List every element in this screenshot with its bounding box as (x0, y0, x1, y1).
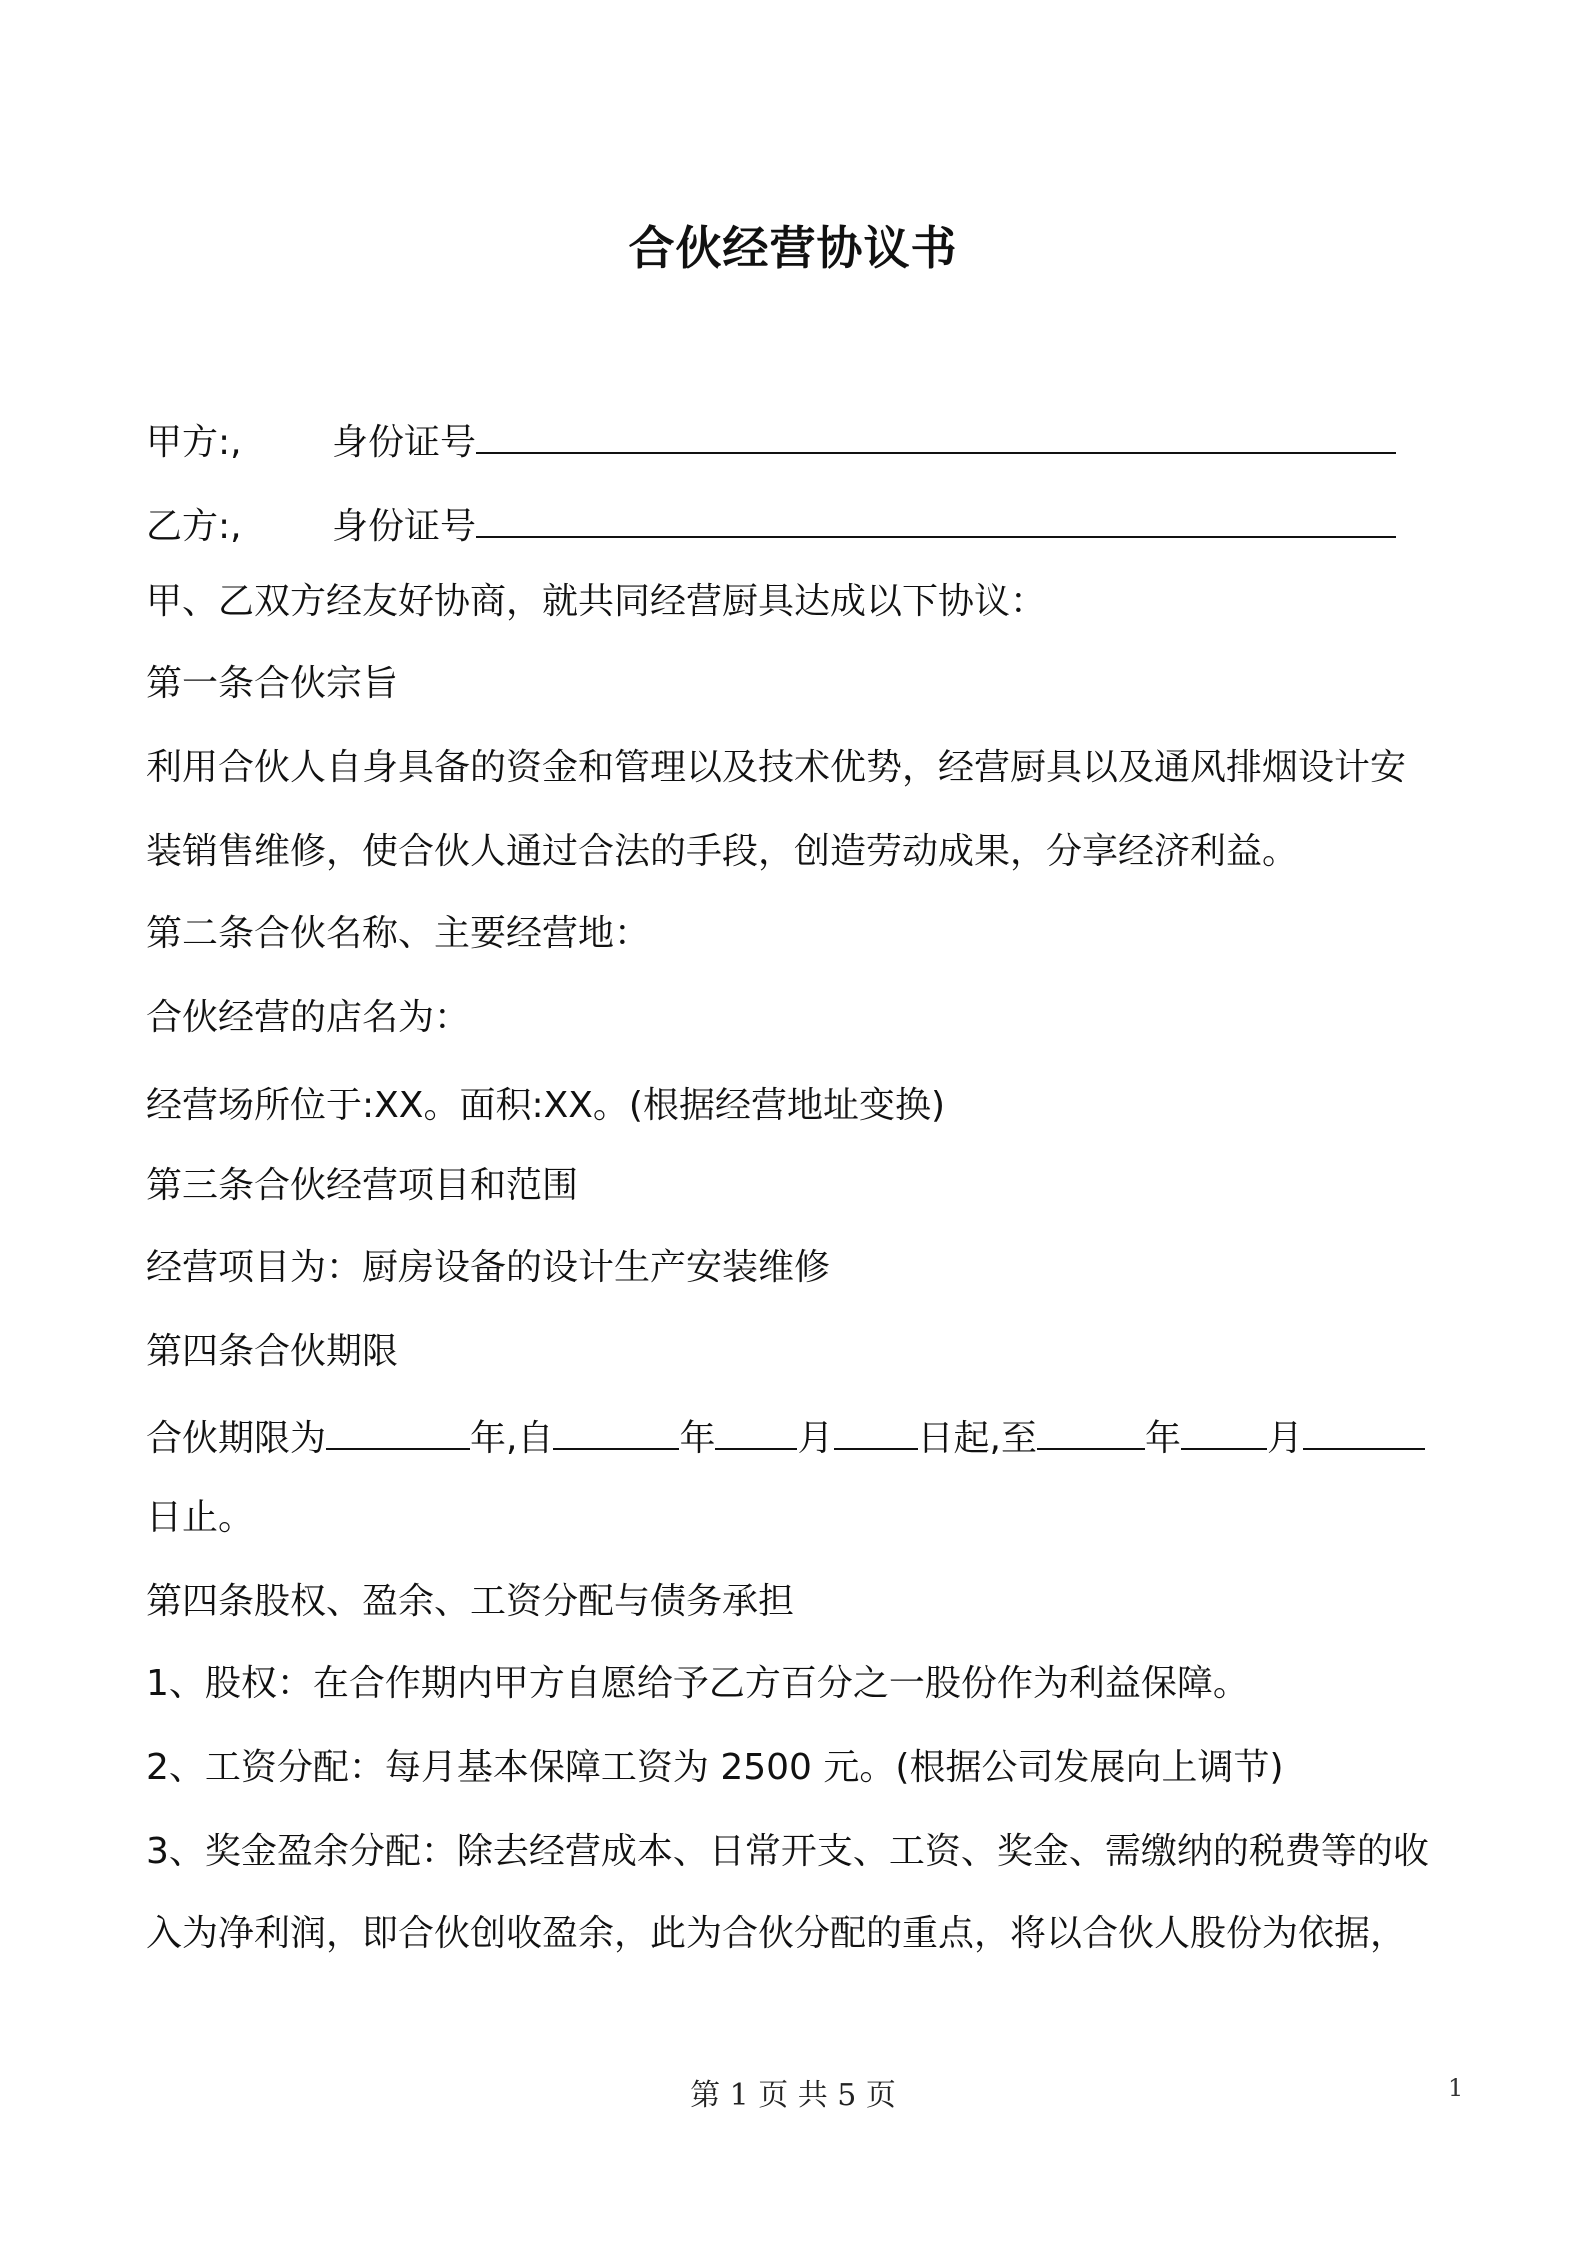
party-b-line (146, 502, 1396, 549)
term-text-2: 年,自 (470, 1418, 554, 1459)
party-b-id-label: 身份证号 (332, 506, 477, 547)
article2-store-name: 合伙经营的店名为： (146, 997, 471, 1038)
party-a-id-label: 身份证号 (332, 422, 477, 463)
term-text-7: 月 (1266, 1418, 1303, 1459)
party-a-line (146, 418, 1396, 465)
article3-scope: 经营项目为：厨房设备的设计生产安装维修 (146, 1247, 831, 1288)
article3-heading: 第三条合伙经营项目和范围 (146, 1165, 579, 1206)
clause-equity: 1、股权：在合作期内甲方自愿给予乙方百分之一股份作为利益保障。 (146, 1663, 1249, 1704)
term-text-5: 日起,至 (917, 1418, 1037, 1459)
clause-bonus-line2: 入为净利润，即合伙创收盈余，此为合伙分配的重点，将以合伙人股份为依据， (146, 1913, 1407, 1954)
article1-text-line1: 利用合伙人自身具备的资金和管理以及技术优势，经营厨具以及通风排烟设计安 (146, 747, 1407, 788)
page-number: 1 (1448, 2074, 1464, 2102)
page-footer: 第 1 页 共 5 页 (690, 2078, 896, 2113)
term-text-4: 月 (797, 1418, 834, 1459)
article4-term-line (146, 1414, 1425, 1461)
party-a-label: 甲方:, (146, 422, 242, 463)
intro-paragraph: 甲、乙双方经友好协商，就共同经营厨具达成以下协议： (146, 581, 1047, 622)
term-text-6: 年 (1144, 1418, 1181, 1459)
term-text-1: 合伙期限为 (146, 1418, 327, 1459)
clause-salary: 2、工资分配：每月基本保障工资为 2500 元。(根据公司发展向上调节) (146, 1747, 1284, 1788)
term-blank-end-year (1037, 1414, 1145, 1450)
article4-heading: 第四条合伙期限 (146, 1331, 399, 1372)
party-a-id-blank (476, 418, 1396, 454)
term-blank-start-day (834, 1414, 918, 1450)
article5-heading: 第四条股权、盈余、工资分配与债务承担 (146, 1581, 795, 1622)
term-blank-years (326, 1414, 470, 1450)
term-blank-start-month (715, 1414, 797, 1450)
article2-location: 经营场所位于:XX。面积:XX。(根据经营地址变换) (146, 1085, 945, 1126)
term-text-3: 年 (679, 1418, 716, 1459)
article2-heading: 第二条合伙名称、主要经营地： (146, 913, 651, 954)
article1-heading: 第一条合伙宗旨 (146, 663, 399, 704)
term-blank-end-month (1181, 1414, 1267, 1450)
party-b-id-blank (476, 502, 1396, 538)
article4-term-end: 日止。 (146, 1497, 255, 1538)
article1-text-line2: 装销售维修，使合伙人通过合法的手段，创造劳动成果，分享经济利益。 (146, 831, 1299, 872)
party-b-label: 乙方:, (146, 506, 242, 547)
term-blank-start-year (553, 1414, 679, 1450)
term-blank-end-day (1303, 1414, 1425, 1450)
document-title: 合伙经营协议书 (628, 221, 958, 275)
clause-bonus-line1: 3、奖金盈余分配：除去经营成本、日常开支、工资、奖金、需缴纳的税费等的收 (146, 1831, 1429, 1872)
